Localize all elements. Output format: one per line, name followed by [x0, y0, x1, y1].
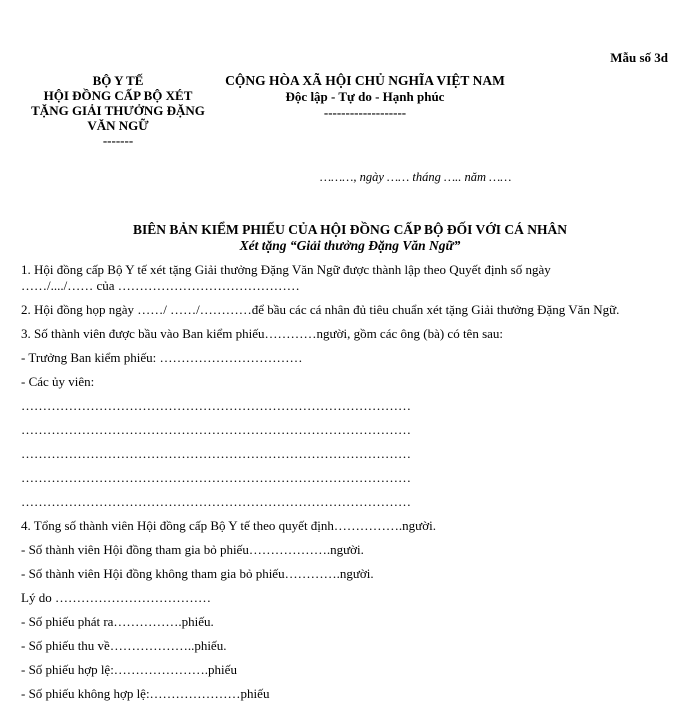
paragraph-4: 4. Tổng số thành viên Hội đồng cấp Bộ Y tế theo quyết định…………….người.: [21, 518, 436, 533]
document-title: [0, 222, 700, 254]
dotted-line-3: ………………………………………………………………………………: [21, 446, 411, 461]
council-name-line1: HỘI ĐỒNG CẤP BỘ XÉT: [43, 88, 193, 103]
council-name-line2: TẶNG GIẢI THƯỞNG ĐẶNG: [31, 103, 205, 118]
ministry-header: [18, 73, 218, 148]
document-body: [21, 262, 661, 702]
non-participants-line: - Số thành viên Hội đồng không tham gia bỏ phiếu………….người.: [21, 566, 374, 581]
form-number: Mẫu số 3d: [610, 50, 668, 65]
dotted-line-4: ………………………………………………………………………………: [21, 470, 411, 485]
members-label: - Các ủy viên:: [21, 374, 95, 389]
participants-line: - Số thành viên Hội đồng tham gia bỏ phiếu……………….người.: [21, 542, 364, 557]
ballots-issued-line: - Số phiếu phát ra…………….phiếu.: [21, 614, 214, 629]
ballots-collected-line: - Số phiếu thu về………………..phiếu.: [21, 638, 227, 653]
paragraph-1-line1: 1. Hội đồng cấp Bộ Y tế xét tặng Giải thưởng Đặng Văn Ngữ được thành lập theo Quyết định số ngày: [21, 262, 551, 277]
invalid-ballots-line: - Số phiếu không hợp lệ:…………………phiếu: [21, 686, 270, 701]
date-line: ………, ngày …… tháng ….. năm ……: [320, 170, 512, 184]
national-motto: Độc lập - Tự do - Hạnh phúc: [285, 89, 445, 104]
document-title-subtitle: Xét tặng “Giải thưởng Đặng Văn Ngữ”: [239, 238, 461, 253]
ministry-name: BỘ Y TẾ: [92, 73, 144, 88]
paragraph-1-line2: ……/..../…… của ……………………………………: [21, 278, 300, 293]
valid-ballots-line: - Số phiếu hợp lệ:………………….phiếu: [21, 662, 237, 677]
ministry-header-divider: -------: [102, 133, 134, 148]
reason-line: Lý do ………………………………: [21, 590, 211, 605]
national-title: CỘNG HÒA XÃ HỘI CHỦ NGHĨA VIỆT NAM: [225, 73, 505, 88]
document-title-main: BIÊN BẢN KIỂM PHIẾU CỦA HỘI ĐỒNG CẤP BỘ ĐỐI VỚI CÁ NHÂN: [132, 222, 568, 237]
ballot-head-line: - Trưởng Ban kiểm phiếu: ……………………………: [21, 350, 303, 365]
paragraph-2: 2. Hội đồng họp ngày ……/ ……/…………để bầu các cá nhân đủ tiêu chuẩn xét tặng Giải thưởng Đặng Văn Ngữ.: [21, 302, 620, 317]
dotted-line-5: ………………………………………………………………………………: [21, 494, 411, 509]
paragraph-3: 3. Số thành viên được bầu vào Ban kiểm phiếu…………người, gồm các ông (bà) có tên sau:: [21, 326, 504, 341]
national-header-divider: -------------------: [323, 105, 407, 120]
council-name-line3: VĂN NGỮ: [87, 118, 149, 133]
dotted-line-2: ………………………………………………………………………………: [21, 422, 411, 437]
national-header: [225, 73, 505, 121]
dotted-line-1: ………………………………………………………………………………: [21, 398, 411, 413]
